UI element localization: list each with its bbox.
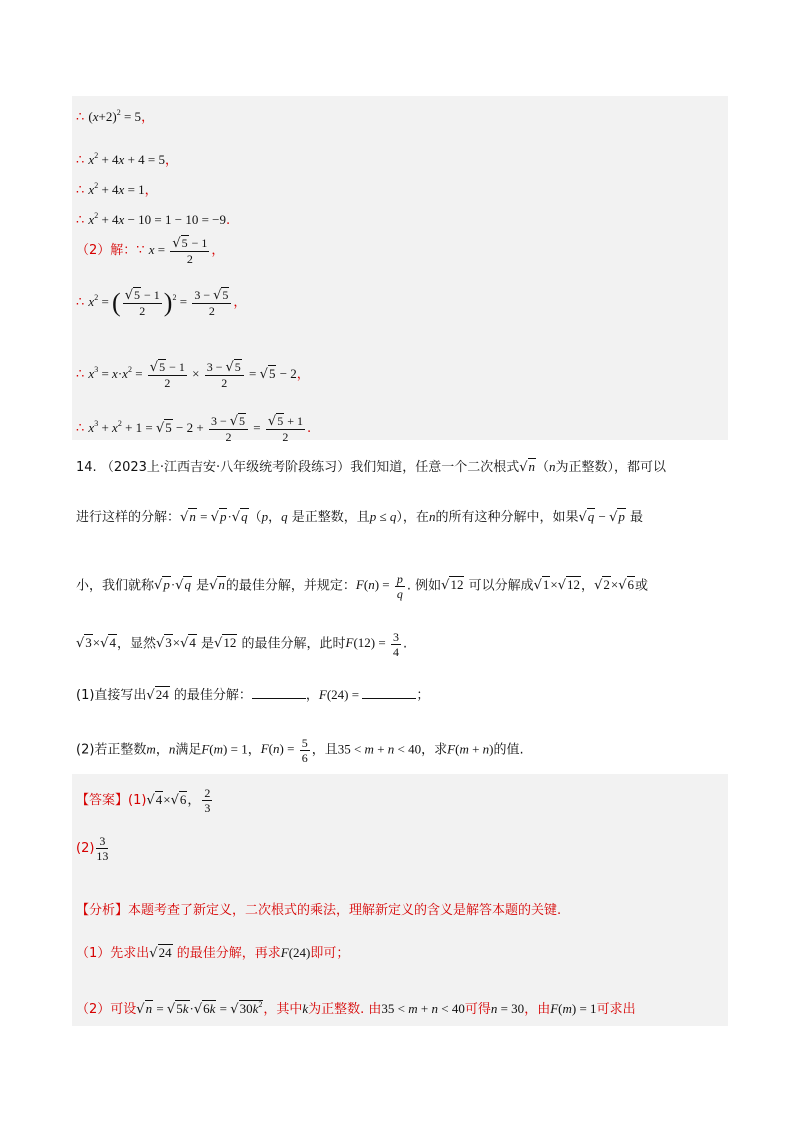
solution-line-4: ∴ $x^2 + 4x - 10 = 1 - 10 = -9$. bbox=[76, 211, 231, 228]
equation-6: $x^2$ = ( $\frac{√5 - 1}{2}$ )$^2$ = $\frac{3 - √5}{2}$ bbox=[88, 294, 233, 309]
solution-line-5: （2）解：∵ x = $\frac{√5 - 1}{2}$ ， bbox=[76, 236, 225, 266]
part2-label: （2）解： bbox=[76, 242, 137, 258]
equation-7: $x^3 = x\cdot x^2$ = $\frac{√5 - 1}{2}$ × $\frac{3 - √5}{2}$ = √5 − 2 bbox=[88, 360, 297, 390]
answer-line-1: 【答案】(1)√4×√6， $\frac{2}{3}$ bbox=[76, 786, 211, 815]
equation-8: $x^3 + x^2 + 1 = √5 - 2$ + $\frac{3 - √5}{2}$ = $\frac{√5 + 1}{2}$ bbox=[88, 414, 303, 444]
analysis-line-3: （2）可设$√n = √5k\cdot√6k = √30k^2$，其中k为正整数. 由35 < m + n < 40可得n = 30，由F(m) = 1可求出 bbox=[76, 1000, 636, 1017]
analysis-line-2: （1）先求出√24 的最佳分解，再求F(24)即可； bbox=[76, 945, 350, 961]
sqrt-n: √n bbox=[519, 459, 535, 475]
F12-value: F(12) = $\frac{3}{4}$ bbox=[345, 630, 399, 659]
answer-fraction-2: $\frac{3}{13}$ bbox=[96, 834, 109, 863]
equation-1: $(x+2)^2 = 5$ bbox=[88, 108, 142, 124]
therefore-symbol: ∴ bbox=[76, 110, 85, 125]
decomposition-formula: √n = √p·√q bbox=[180, 509, 248, 525]
equation-5: x = $\frac{√5 - 1}{2}$ bbox=[148, 236, 208, 266]
analysis-line-1: 【分析】本题考查了新定义，二次根式的乘法，理解新定义的含义是解答本题的关键. bbox=[76, 903, 562, 918]
answer-blank-2[interactable] bbox=[362, 686, 416, 699]
solution-line-6: ∴ $x^2$ = ( $\frac{√5 - 1}{2}$ )$^2$ = $\frac{3 - √5}{2}$ ， bbox=[76, 288, 247, 318]
problem-line-3: 小，我们就称√p·√q 是√n的最佳分解，并规定：F(n) = $\frac{p}{q}$ . 例如√12 可以分解成√1×√12，√2×√6或 bbox=[76, 572, 649, 601]
solution-line-7: ∴ $x^3 = x\cdot x^2$ = $\frac{√5 - 1}{2}$ × $\frac{3 - √5}{2}$ = √5 − 2， bbox=[76, 360, 310, 390]
equation-2: $x^2 + 4x + 4 = 5$ bbox=[88, 151, 165, 167]
problem-number: 14. bbox=[76, 460, 97, 475]
solution-line-3: ∴ $x^2 + 4x = 1$， bbox=[76, 181, 158, 198]
answer-label: 【答案】 bbox=[76, 793, 129, 808]
answer-line-2: (2) $\frac{3}{13}$ bbox=[76, 834, 109, 863]
problem-line-4: √3×√4，显然√3×√4 是√12 的最佳分解，此时F(12) = $\frac{3}{4}$ . bbox=[76, 630, 408, 659]
answer-blank-1[interactable] bbox=[252, 686, 306, 699]
equation-3: $x^2 + 4x = 1$ bbox=[88, 181, 145, 197]
answer-fraction-1: $\frac{2}{3}$ bbox=[204, 786, 211, 815]
equation-4: $x^2 + 4x - 10 = 1 - 10 = -9$ bbox=[88, 211, 226, 227]
solution-line-8: ∴ $x^3 + x^2 + 1 = √5 - 2$ + $\frac{3 - √5}{2}$ = $\frac{√5 + 1}{2}$ . bbox=[76, 414, 312, 444]
F-definition: F(n) = $\frac{p}{q}$ bbox=[355, 572, 403, 601]
problem-line-1: 14. （2023上·江西吉安·八年级统考阶段练习）我们知道，任意一个二次根式√n（n为正整数），都可以 bbox=[76, 459, 667, 475]
problem-line-2: 进行这样的分解：√n = √p·√q（p，q 是正整数，且p ≤ q），在n的所有这种分解中，如果√q − √p 最 bbox=[76, 509, 644, 525]
solution-line-2: ∴ $x^2 + 4x + 4 = 5$， bbox=[76, 151, 179, 168]
p-le-q: p ≤ q bbox=[369, 509, 397, 524]
sqrt-q-minus-sqrt-p: √q − √p bbox=[578, 509, 625, 525]
question-1: (1)直接写出√24 的最佳分解： ，F(24) = ； bbox=[76, 687, 430, 703]
problem-source: （2023上·江西吉安·八年级统考阶段练习） bbox=[100, 460, 351, 475]
question-2: (2)若正整数m，n满足F(m) = 1，F(n) = $\frac{5}{6}$ ，且35 < m + n < 40，求F(m + n)的值. bbox=[76, 736, 524, 765]
analysis-label: 【分析】 bbox=[76, 903, 129, 918]
solution-line-1: ∴ $(x+2)^2 = 5$， bbox=[76, 108, 155, 125]
